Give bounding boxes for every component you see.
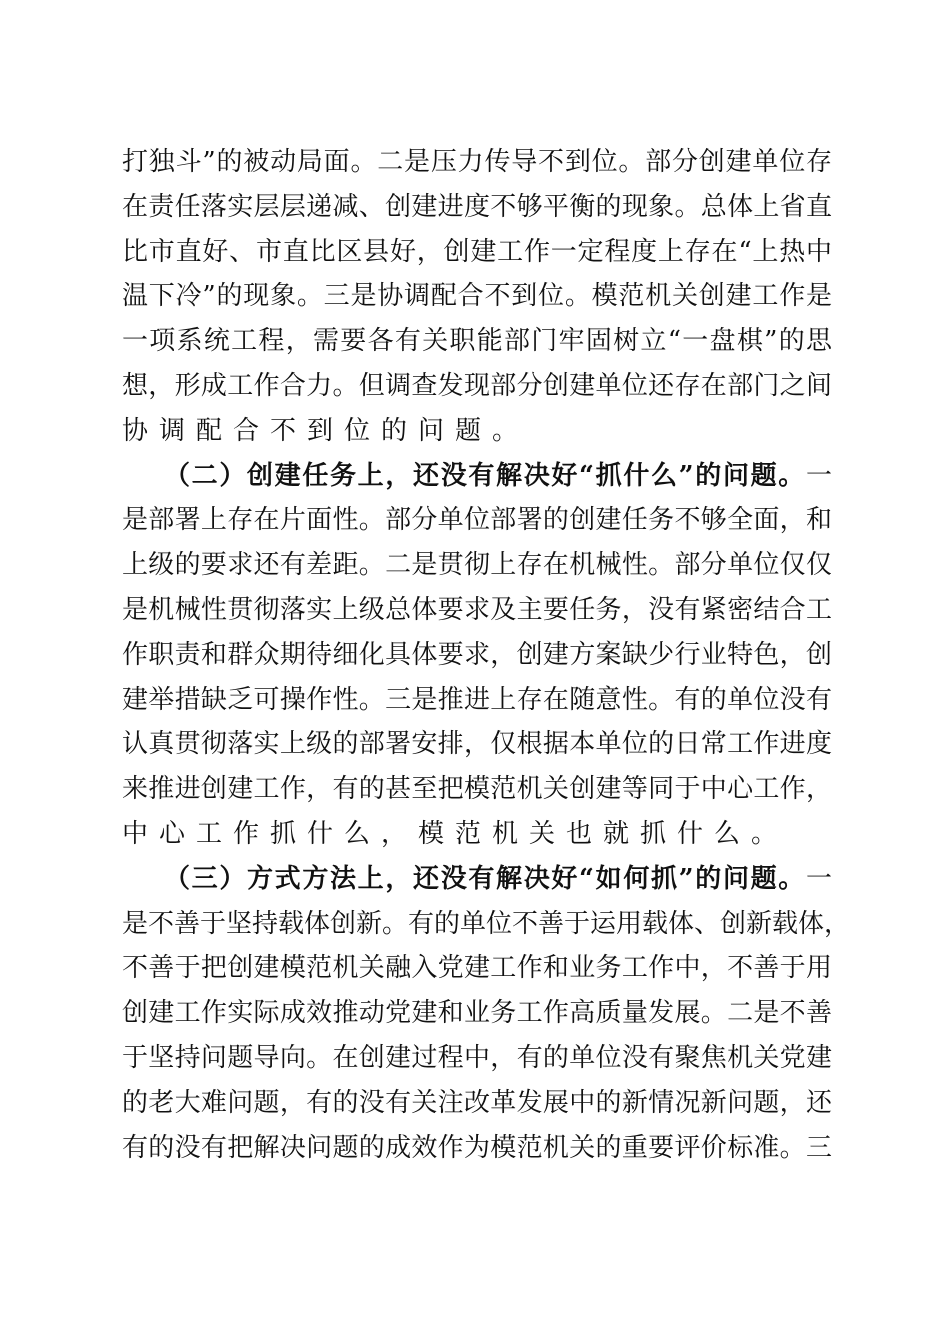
text-line: 来推进创建工作，有的甚至把模范机关创建等同于中心工作， [122,774,832,805]
paragraph [122,140,832,454]
text-line: 于坚持问题导向。在创建过程中，有的单位没有聚焦机关党建 [122,1042,832,1073]
section-heading-line: （三）方式方法上，还没有解决好“如何抓”的问题。一 [164,863,832,894]
section-heading: （二）创建任务上，还没有解决好“抓什么”的问题。 [164,460,806,491]
text-line: 建举措缺乏可操作性。三是推进上存在随意性。有的单位没有 [122,684,832,715]
text-line: 想，形成工作合力。但调查发现部分创建单位还存在部门之间 [122,370,832,401]
text-line: 不善于把创建模范机关融入党建工作和业务工作中，不善于用 [122,953,832,984]
paragraph [122,454,832,857]
text-line: 作职责和群众期待细化具体要求，创建方案缺少行业特色，创 [122,639,832,670]
text-line: 是部署上存在片面性。部分单位部署的创建任务不够全面，和 [122,505,832,536]
text-line: 一项系统工程，需要各有关职能部门牢固树立“一盘棋”的思 [122,326,832,357]
text-line: 是不善于坚持载体创新。有的单位不善于运用载体、创新载体， [122,908,851,939]
text-line: 创建工作实际成效推动党建和业务工作高质量发展。二是不善 [122,998,832,1029]
text-line: 有的没有把解决问题的成效作为模范机关的重要评价标准。三 [122,1132,832,1163]
text-line: 温下冷”的现象。三是协调配合不到位。模范机关创建工作是 [122,281,832,312]
paragraph [122,857,851,1171]
document-page [122,140,851,1170]
text-line: 上级的要求还有差距。二是贯彻上存在机械性。部分单位仅仅 [122,550,832,581]
text-line: 的老大难问题，有的没有关注改革发展中的新情况新问题，还 [122,1087,832,1118]
section-heading: （三）方式方法上，还没有解决好“如何抓”的问题。 [164,863,806,894]
text-line: 中心工作抓什么，模范机关也就抓什么。 [122,818,789,849]
text-line: 认真贯彻落实上级的部署安排，仅根据本单位的日常工作进度 [122,729,832,760]
text-line: 是机械性贯彻落实上级总体要求及主要任务，没有紧密结合工 [122,594,832,625]
text-line: 打独斗”的被动局面。二是压力传导不到位。部分创建单位存 [122,147,832,177]
text-line: 比市直好、市直比区县好，创建工作一定程度上存在“上热中 [122,236,832,267]
section-heading-line: （二）创建任务上，还没有解决好“抓什么”的问题。一 [164,460,832,491]
text-line: 在责任落实层层递减、创建进度不够平衡的现象。总体上省直 [122,191,832,222]
text-line: 协调配合不到位的问题。 [122,415,530,446]
